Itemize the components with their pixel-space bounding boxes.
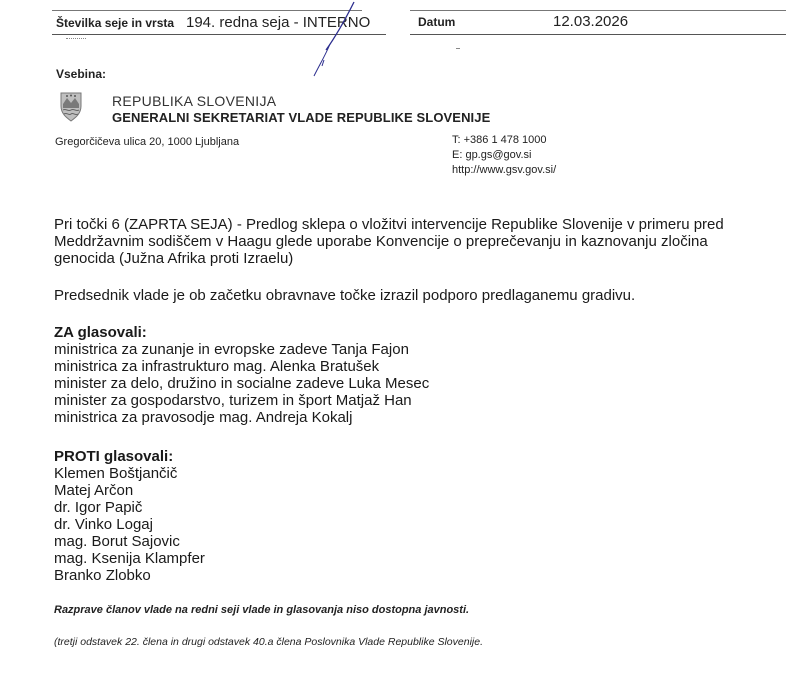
org-phone: T: +386 1 478 1000 — [452, 134, 547, 146]
agenda-line: genocida (Južna Afrika proti Izraelu) — [54, 250, 294, 267]
votes-for-section — [54, 324, 429, 426]
org-address: Gregorčičeva ulica 20, 1000 Ljubljana — [55, 136, 240, 148]
org-name-line1: REPUBLIKA SLOVENIJA — [112, 93, 277, 109]
session-label: Številka seje in vrsta — [56, 16, 175, 30]
votes-against-section — [54, 448, 205, 584]
scan-specks — [66, 38, 86, 42]
session-value: 194. redna seja - INTERNO — [186, 14, 371, 31]
list-item: ministrica za zunanje in evropske zadeve Tanja Fajon — [54, 341, 409, 358]
list-item: ministrica za infrastrukturo mag. Alenka Bratušek — [54, 358, 380, 375]
scan-speck — [456, 48, 460, 49]
date-value: 12.03.2026 — [553, 13, 629, 30]
list-item: dr. Vinko Logaj — [54, 516, 153, 533]
agenda-item — [54, 216, 724, 267]
list-item: ministrica za pravosodje mag. Andreja Kokalj — [54, 409, 353, 426]
coat-of-arms-icon — [58, 90, 84, 122]
list-item: mag. Ksenija Klampfer — [54, 550, 205, 567]
legal-reference: (tretji odstavek 22. člena in drugi odstavek 40.a člena Poslovnika Vlade Republike Slovenije. — [54, 636, 484, 648]
list-item: minister za gospodarstvo, turizem in šport Matjaž Han — [54, 392, 412, 409]
votes-against-heading: PROTI glasovali: — [54, 448, 174, 465]
confidentiality-notice: Razprave članov vlade na redni seji vlade in glasovanja niso dostopna javnosti. — [54, 604, 470, 616]
top-rule-right — [410, 10, 786, 11]
org-website: http://www.gsv.gov.si/ — [452, 164, 557, 176]
date-label: Datum — [418, 15, 456, 29]
list-item: Branko Zlobko — [54, 567, 151, 584]
org-contact — [452, 133, 556, 178]
org-name-line2: GENERALNI SEKRETARIAT VLADE REPUBLIKE SLOVENIJE — [112, 110, 491, 125]
list-item: Matej Arčon — [54, 482, 134, 499]
pm-statement: Predsednik vlade je ob začetku obravnave točke izrazil podporo predlaganemu gradivu. — [54, 287, 636, 304]
content-label: Vsebina: — [56, 67, 107, 81]
list-item: Klemen Boštjančič — [54, 465, 178, 482]
form-rule-right — [410, 34, 786, 35]
votes-for-heading: ZA glasovali: — [54, 324, 147, 341]
list-item: mag. Borut Sajovic — [54, 533, 180, 550]
agenda-line: Meddržavnim sodiščem v Haagu glede uporabe Konvencije o preprečevanju in kaznovanju zločina — [54, 233, 708, 250]
list-item: minister za delo, družino in socialne zadeve Luka Mesec — [54, 375, 430, 392]
pen-mark — [300, 0, 360, 80]
list-item: dr. Igor Papič — [54, 499, 143, 516]
agenda-line: Pri točki 6 (ZAPRTA SEJA) - Predlog sklepa o vložitvi intervencije Republike Slovenije v primeru pred — [54, 216, 724, 233]
org-email: E: gp.gs@gov.si — [452, 149, 532, 161]
